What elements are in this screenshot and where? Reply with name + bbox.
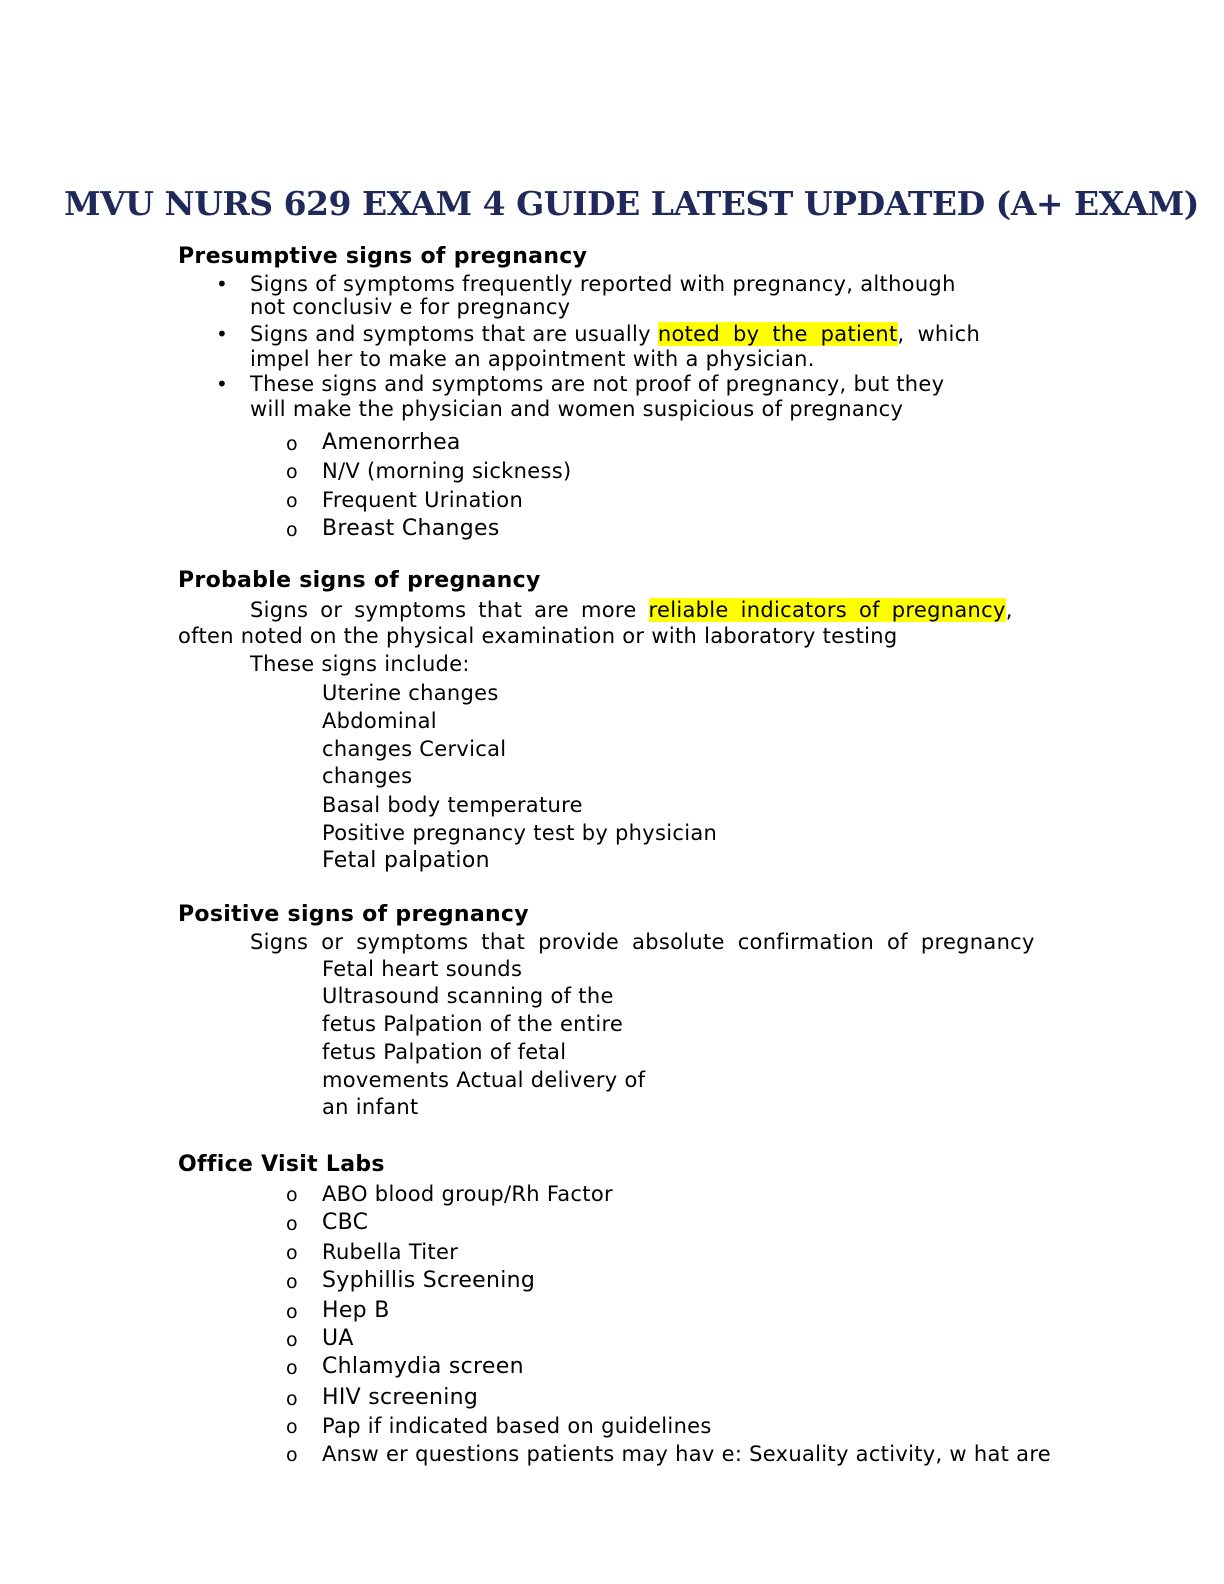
presumptive-bullet-3-line-2: will make the physician and women suspicious of pregnancy (250, 397, 904, 421)
probable-line-3: These signs include: (250, 652, 470, 676)
positive-item: fetus Palpation of the entire (322, 1012, 624, 1036)
sub-bullet: o (286, 1271, 298, 1293)
lab-item: Hep B (322, 1298, 390, 1323)
probable-line-2: often noted on the physical examination or with laboratory testing (178, 624, 898, 648)
text-run: , which (897, 322, 981, 346)
sub-bullet: o (286, 1329, 298, 1351)
sub-bullet: o (286, 1416, 298, 1438)
sub-bullet: o (286, 1444, 298, 1466)
probable-item: Uterine changes (322, 681, 499, 705)
probable-item: changes Cervical (322, 737, 507, 761)
probable-item: Basal body temperature (322, 793, 583, 817)
bullet-dot: • (216, 322, 228, 346)
lab-item: Rubella Titer (322, 1240, 459, 1264)
probable-item: Positive pregnancy test by physician (322, 821, 718, 845)
presumptive-bullet-3-line-1: These signs and symptoms are not proof of pregnancy, but they (250, 372, 945, 396)
document-title: MVU NURS 629 EXAM 4 GUIDE LATEST UPDATED (A+ EXAM) (64, 184, 1199, 223)
highlighted-text: reliable indicators of pregnancy (648, 598, 1006, 622)
positive-item: Fetal heart sounds (322, 957, 523, 981)
presumptive-item: Breast Changes (322, 516, 500, 541)
lab-item: CBC (322, 1210, 369, 1235)
lab-item: ABO blood group/Rh Factor (322, 1182, 613, 1206)
text-run: Signs or symptoms that are more (250, 598, 649, 622)
sub-bullet: o (286, 1213, 298, 1235)
sub-bullet: o (286, 1242, 298, 1264)
probable-line-1 (250, 597, 1013, 623)
sub-bullet: o (286, 490, 298, 512)
sub-bullet: o (286, 461, 298, 483)
highlighted-text: noted by the patient (657, 322, 898, 346)
presumptive-bullet-1-line-1: Signs of symptoms frequently reported with pregnancy, although (250, 272, 956, 296)
bullet-dot: • (216, 372, 228, 396)
probable-item: Fetal palpation (322, 848, 490, 873)
sub-bullet: o (286, 1301, 298, 1323)
sub-bullet: o (286, 433, 298, 455)
labs-heading: Office Visit Labs (178, 1152, 385, 1177)
text-run: , (1005, 598, 1013, 622)
lab-item: Pap if indicated based on guidelines (322, 1414, 712, 1438)
presumptive-bullet-2-line-1 (250, 321, 980, 347)
sub-bullet: o (286, 1357, 298, 1379)
lab-item: Answ er questions patients may hav e: Sexuality activity, w hat are (322, 1442, 1052, 1466)
lab-item: UA (322, 1326, 354, 1351)
probable-item: Abdominal (322, 709, 437, 733)
positive-item: an infant (322, 1095, 419, 1119)
positive-item: fetus Palpation of fetal (322, 1040, 567, 1064)
lab-item: Syphillis Screening (322, 1268, 536, 1293)
positive-item: movements Actual delivery of (322, 1068, 646, 1092)
sub-bullet: o (286, 1388, 298, 1410)
probable-item: changes (322, 764, 413, 788)
positive-heading: Positive signs of pregnancy (178, 902, 529, 927)
positive-item: Ultrasound scanning of the (322, 984, 614, 1008)
presumptive-item: Frequent Urination (322, 488, 524, 512)
presumptive-item: Amenorrhea (322, 430, 461, 455)
bullet-dot: • (216, 272, 228, 296)
presumptive-bullet-2-line-2: impel her to make an appointment with a physician. (250, 347, 815, 371)
probable-heading: Probable signs of pregnancy (178, 568, 541, 593)
text-run: Signs and symptoms that are usually (250, 322, 658, 346)
positive-line-1: Signs or symptoms that provide absolute confirmation of pregnancy (250, 930, 1035, 954)
presumptive-heading: Presumptive signs of pregnancy (178, 244, 588, 269)
sub-bullet: o (286, 1184, 298, 1206)
sub-bullet: o (286, 519, 298, 541)
presumptive-bullet-1-line-2: not conclusiv e for pregnancy (250, 295, 571, 319)
lab-item: HIV screening (322, 1385, 479, 1410)
lab-item: Chlamydia screen (322, 1354, 524, 1379)
presumptive-item: N/V (morning sickness) (322, 459, 572, 483)
